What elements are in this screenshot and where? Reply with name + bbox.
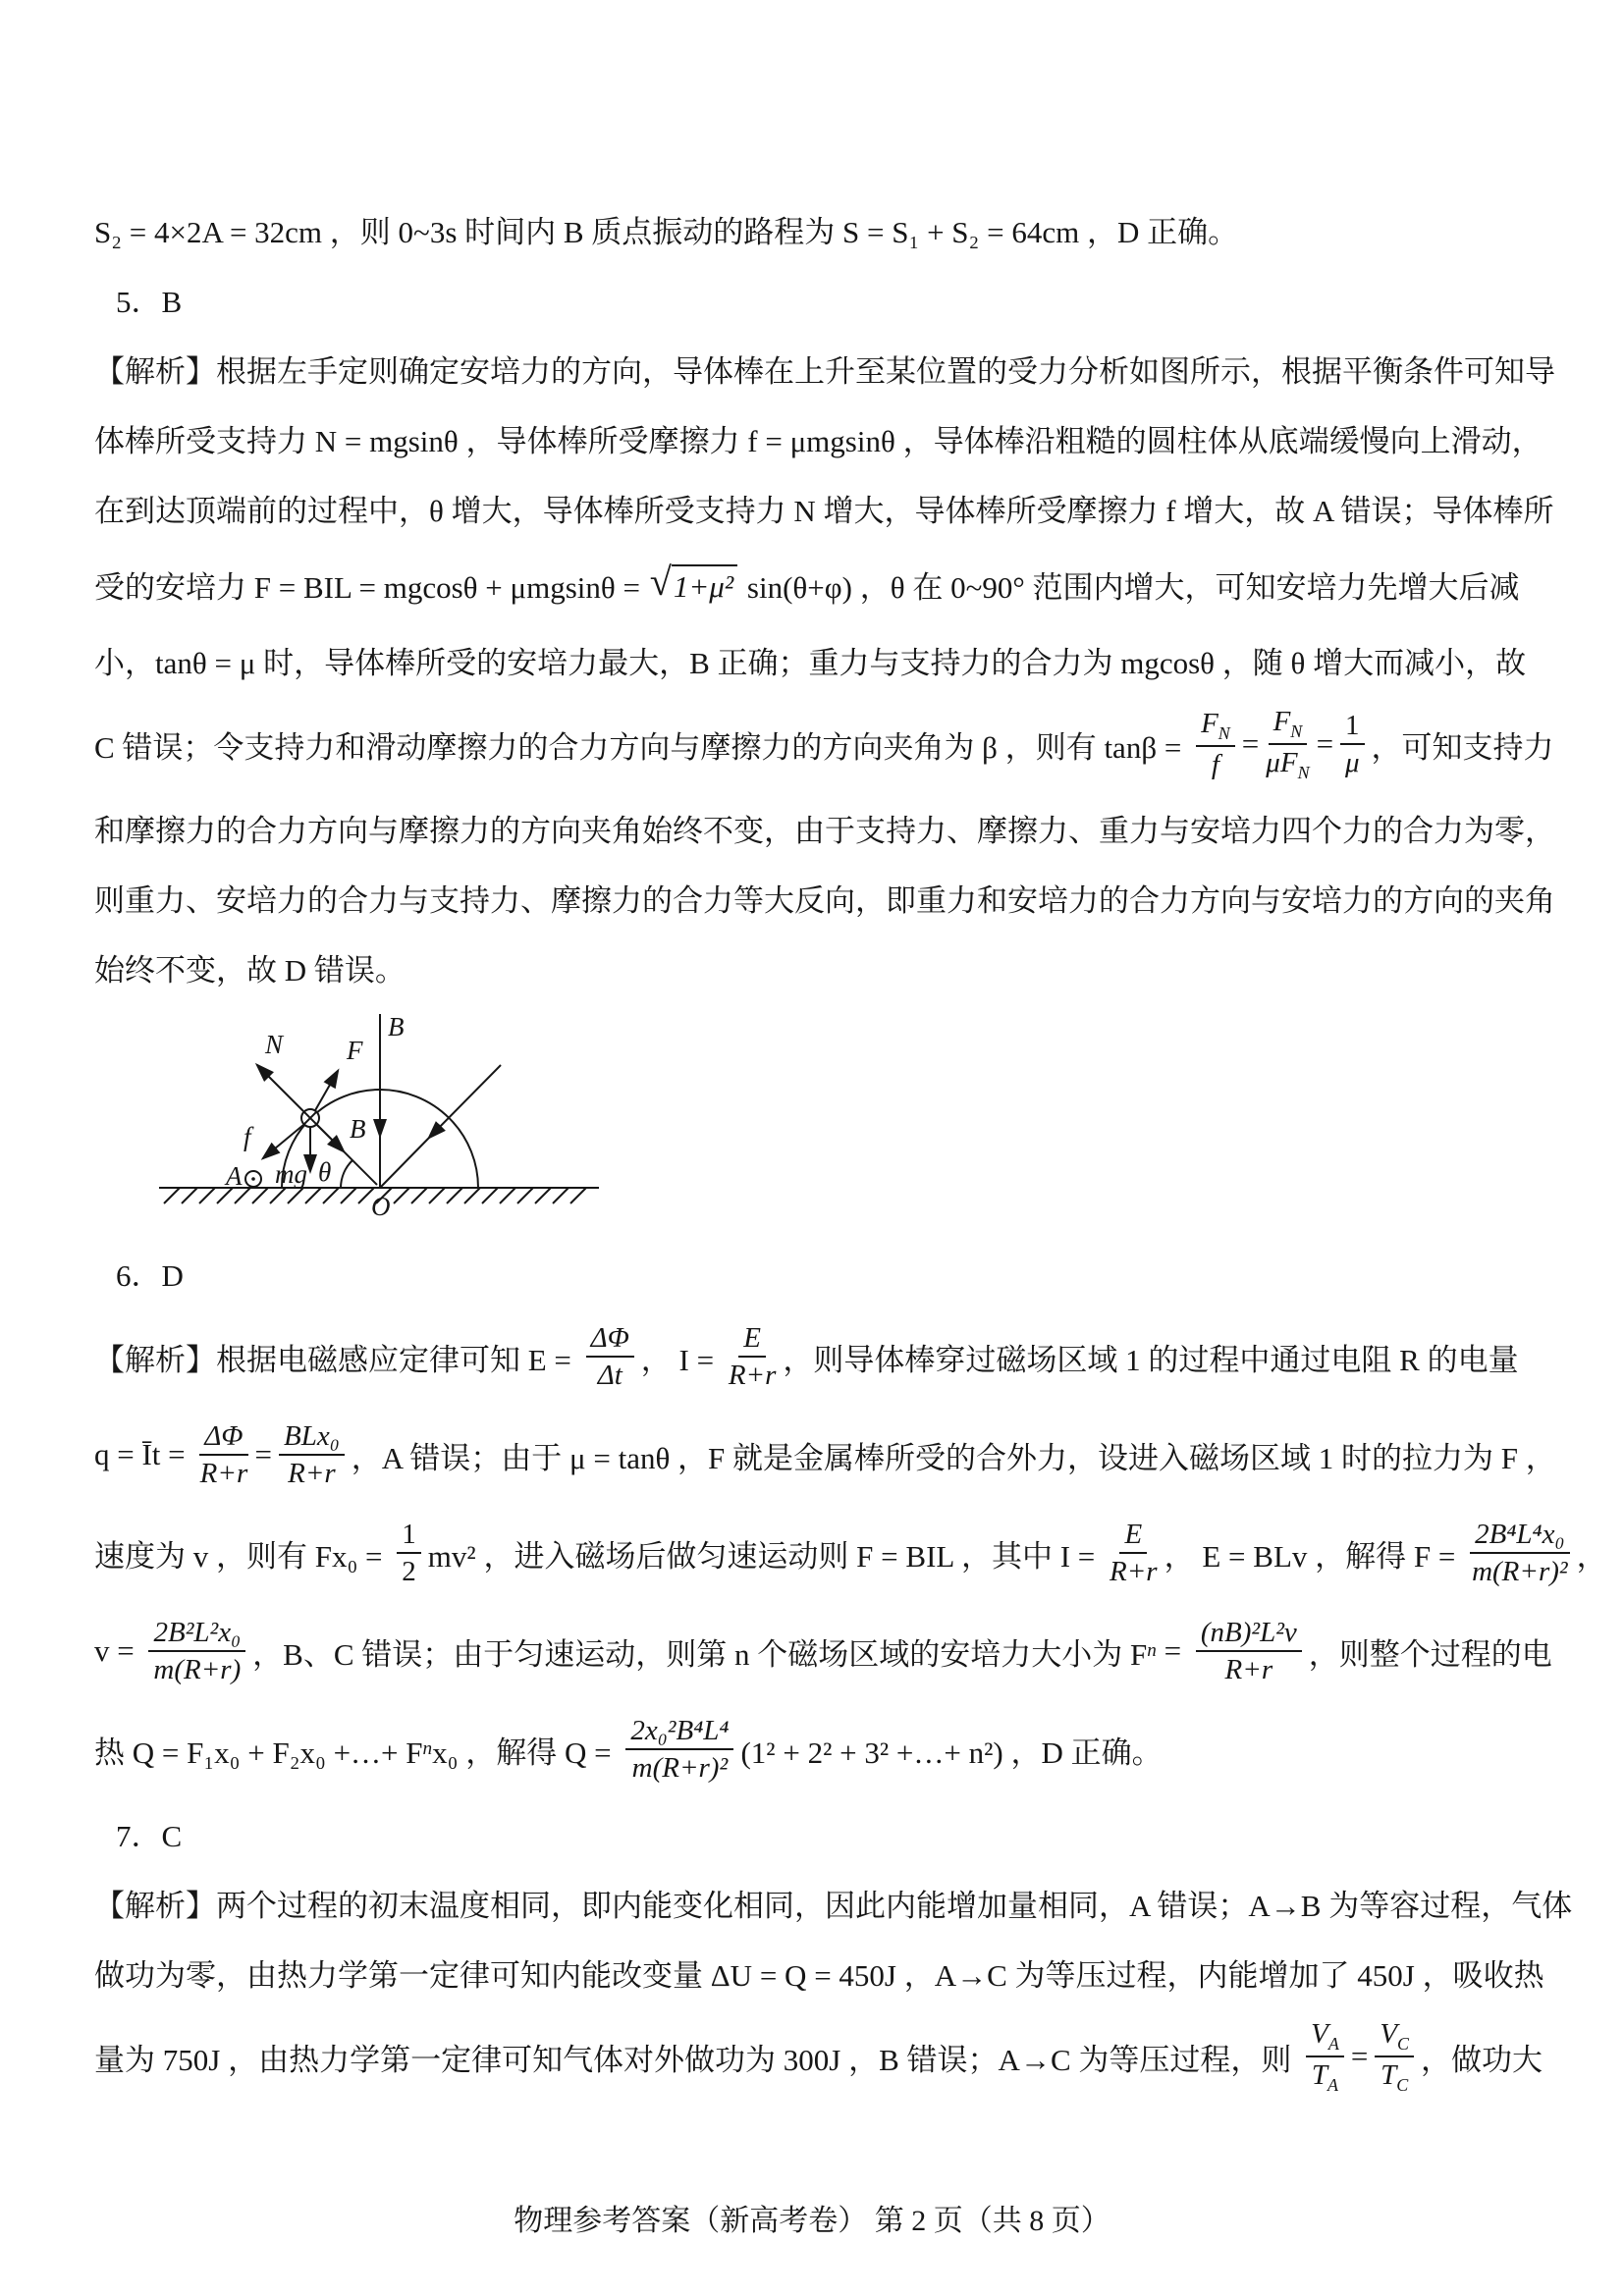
fraction-half (397, 1519, 421, 1588)
fraction-FN-f (1196, 708, 1235, 780)
text-seg: 【解析】两个过程的初末温度相同，即内能变化相同，因此内能增加量相同，A 错误；A→B 为等容过程，气体 (94, 1889, 1573, 1923)
fraction-1-mu (1340, 710, 1365, 779)
text-line-5b (94, 403, 1543, 473)
text-seg: = (1156, 1633, 1189, 1668)
label-friction: f (244, 1122, 251, 1151)
numerator: 2B⁴L⁴x₀ (1470, 1519, 1569, 1554)
fraction-E-Rr-2 (1110, 1519, 1158, 1588)
numerator: ΔΦ (199, 1420, 247, 1456)
numerator: 1 (397, 1519, 421, 1554)
numerator-sub: N (1290, 721, 1303, 741)
text-line-intro (94, 194, 1540, 264)
text-seg: C 错误；令支持力和滑动摩擦力的合力方向与摩擦力的方向夹角为 β ，则有 tanβ = (94, 729, 1190, 765)
denominator: T (1311, 2059, 1328, 2091)
text-seg: ，做功大 (1421, 2042, 1543, 2077)
fraction-dphi-Rr (199, 1420, 247, 1490)
text-seg: x₀ ，解得 Q = (432, 1735, 620, 1770)
numerator: ΔΦ (586, 1322, 634, 1358)
text-seg: 【解析】根据电磁感应定律可知 E = (94, 1342, 579, 1377)
label-ampere: F (347, 1036, 363, 1065)
denominator: μ (1345, 747, 1360, 778)
incoming-field-line (380, 1138, 429, 1188)
force-diagram (130, 1008, 625, 1234)
numerator: BLx₀ (279, 1420, 345, 1456)
denominator: m(R+r) (153, 1654, 242, 1685)
text-seg: ，B、C 错误；由于匀速运动，则第 n 个磁场区域的安培力大小为 F (252, 1636, 1148, 1672)
text-line-5g (94, 793, 1555, 863)
text-seg: ， I = (640, 1342, 722, 1377)
dot-out-center (251, 1177, 255, 1181)
answer-label: 6．D (116, 1258, 184, 1293)
numerator: E (1119, 1519, 1147, 1554)
denominator: R+r (288, 1458, 336, 1489)
equals: = (254, 1437, 272, 1471)
text-seg: 体棒所受支持力 N = mgsinθ ，导体棒所受摩擦力 f = μmgsinθ ，导体棒沿粗糙的圆柱体从底端缓慢向上滑动， (94, 424, 1543, 458)
text-seg: 做功为零，由热力学第一定律可知内能改变量 ΔU = Q = 450J ，A→C 为等压过程，内能增加了 450J ，吸收热 (94, 1958, 1544, 1993)
denominator: T (1380, 2059, 1397, 2091)
label-gravity: mg (275, 1159, 307, 1189)
text-line-7c (94, 2007, 1543, 2106)
numerator: 1 (1340, 710, 1365, 745)
subscript-n: n (422, 1738, 433, 1759)
equals: = (1316, 726, 1334, 761)
fraction-dphi-dt (586, 1322, 634, 1392)
text-line-6d (94, 1602, 1552, 1700)
numerator: F (1201, 707, 1218, 739)
text-seg: mv² ，进入磁场后做匀速运动则 F = BIL ，其中 I = (427, 1538, 1104, 1574)
text-seg: q = Īt = (94, 1437, 193, 1471)
text-seg: 在到达顶端前的过程中，θ 增大，导体棒所受支持力 N 增大，导体棒所受摩擦力 f 增大，故 A 错误；导体棒所 (94, 494, 1554, 528)
text-line-5i (94, 933, 1540, 1002)
numerator: (nB)²L²v (1196, 1617, 1302, 1652)
text-seg: 始终不变，故 D 错误。 (94, 953, 406, 988)
denominator: R+r (199, 1458, 248, 1489)
footer-text: 物理参考答案（新高考卷） 第 2 页（共 8 页） (514, 2205, 1110, 2237)
text-line-6e (94, 1700, 1540, 1798)
text-seg: ，则整个过程的电 (1308, 1636, 1552, 1672)
text-line-6a (94, 1308, 1540, 1406)
numerator: V (1380, 2018, 1398, 2051)
label-b-top: B (388, 1012, 405, 1041)
text-line-5e (94, 625, 1540, 695)
equals: = (1350, 2039, 1369, 2073)
text-line-5d (94, 543, 1540, 625)
numerator-sub: N (1218, 722, 1230, 743)
text-seg: 小，tanθ = μ 时，导体棒所受的安培力最大，B 正确；重力与支持力的合力为 mgcosθ ，随 θ 增大而减小，故 (94, 646, 1527, 680)
label-theta: θ (318, 1157, 332, 1187)
answer-label: 7．C (116, 1819, 183, 1853)
label-origin: O (371, 1192, 391, 1221)
radicand: 1+μ² (672, 564, 737, 605)
numerator: 2B²L²x₀ (148, 1617, 245, 1652)
fraction-Q-result (625, 1715, 733, 1785)
denominator-sub: A (1327, 2074, 1339, 2095)
text-line-6c (94, 1504, 1607, 1602)
text-line-5h (94, 863, 1555, 933)
label-point-a: A (226, 1161, 243, 1191)
numerator: 2x₀²B⁴L⁴ (625, 1715, 733, 1750)
numerator: E (738, 1322, 766, 1358)
denominator: Δt (597, 1360, 623, 1391)
text-seg: 则重力、安培力的合力与支持力、摩擦力的合力等大反向，即重力和安培力的合力方向与安培力的方向的夹角 (94, 883, 1555, 918)
label-normal: N (265, 1030, 284, 1059)
label-b-inner: B (350, 1114, 366, 1144)
sqrt-expression (649, 559, 737, 605)
text-seg: 受的安培力 F = BIL = mgcosθ + μmgsinθ = (94, 569, 648, 605)
text-line-7b (94, 1938, 1544, 2007)
text-seg: 量为 750J ，由热力学第一定律可知气体对外做功为 300J ，B 错误；A→C 为等压过程，则 (94, 2042, 1300, 2077)
page-footer (0, 2196, 1624, 2239)
text-line-7a (94, 1868, 1573, 1938)
fraction-F-result (1470, 1519, 1569, 1588)
equals: = (1241, 726, 1260, 761)
answer-heading-7 (94, 1798, 1540, 1868)
subscript-n: n (1147, 1640, 1157, 1661)
text-seg: 【解析】根据左手定则确定安培力的方向，导体棒在上升至某位置的受力分析如图所示，根据平衡条件可知导 (94, 354, 1555, 389)
text-seg: (1² + 2² + 3² +…+ n²) ，D 正确。 (740, 1735, 1163, 1770)
text-seg: 热 Q = F₁x₀ + F₂x₀ +…+ F (94, 1735, 423, 1770)
fraction-FN-muFN (1266, 706, 1309, 782)
denominator: m(R+r)² (631, 1752, 729, 1784)
fraction-v-result (148, 1617, 245, 1686)
fraction-VC-TC (1375, 2018, 1414, 2095)
answer-heading-6 (94, 1238, 1540, 1308)
denominator-sub: C (1396, 2074, 1409, 2095)
denominator: μF (1266, 747, 1298, 778)
answer-heading-5 (94, 264, 1540, 334)
radical-sign: √ (649, 559, 672, 604)
numerator-sub: A (1327, 2033, 1339, 2054)
normal-force-arrow (257, 1065, 303, 1111)
text-seg: 和摩擦力的合力方向与摩擦力的方向夹角始终不变，由于支持力、摩擦力、重力与安培力四个力的合力为零， (94, 814, 1555, 848)
theta-arc (341, 1160, 352, 1188)
fraction-BLx0-Rr (279, 1420, 345, 1490)
text-seg: ，则导体棒穿过磁场区域 1 的过程中通过电阻 R 的电量 (783, 1342, 1519, 1377)
fraction-E-Rr (729, 1322, 777, 1392)
denominator: f (1211, 748, 1219, 780)
text-seg: sin(θ+φ) ，θ 在 0~90° 范围内增大，可知安培力先增大后减 (739, 569, 1520, 605)
text-seg: ， E = BLv ，解得 F = (1164, 1538, 1464, 1574)
answer-label: 5．B (116, 285, 183, 319)
text-line-6b (94, 1406, 1556, 1504)
fraction-VA-TA (1306, 2018, 1344, 2095)
text-line-5c (94, 473, 1554, 543)
denominator: R+r (1110, 1556, 1158, 1587)
text-seg: v = (94, 1633, 142, 1668)
force-diagram-figure (130, 1008, 1540, 1234)
denominator: R+r (728, 1360, 777, 1391)
denominator: 2 (402, 1556, 416, 1587)
fraction-Fn (1196, 1617, 1302, 1686)
text-seg: ，A 错误；由于 μ = tanθ ，F 就是金属棒所受的合外力，设进入磁场区域 1 时的拉力为 F ， (351, 1440, 1556, 1475)
text-line-5a (94, 334, 1555, 403)
text-line-5f (94, 695, 1554, 793)
friction-force-arrow (263, 1125, 303, 1158)
denominator: R+r (1224, 1654, 1273, 1685)
text-seg: 速度为 v ，则有 Fx₀ = (94, 1538, 391, 1574)
denominator: m(R+r)² (1472, 1556, 1568, 1587)
text-seg: S₂ = 4×2A = 32cm ，则 0~3s 时间内 B 质点振动的路程为 S = S₁ + S₂ = 64cm ，D 正确。 (94, 215, 1239, 249)
numerator: F (1272, 706, 1291, 738)
incoming-field-arrow (429, 1065, 501, 1138)
denominator-sub: N (1297, 762, 1310, 782)
text-seg: ，可知支持力 (1371, 729, 1554, 765)
numerator-sub: C (1397, 2033, 1410, 2054)
numerator: V (1311, 2018, 1328, 2051)
text-seg: ， (1576, 1538, 1607, 1574)
